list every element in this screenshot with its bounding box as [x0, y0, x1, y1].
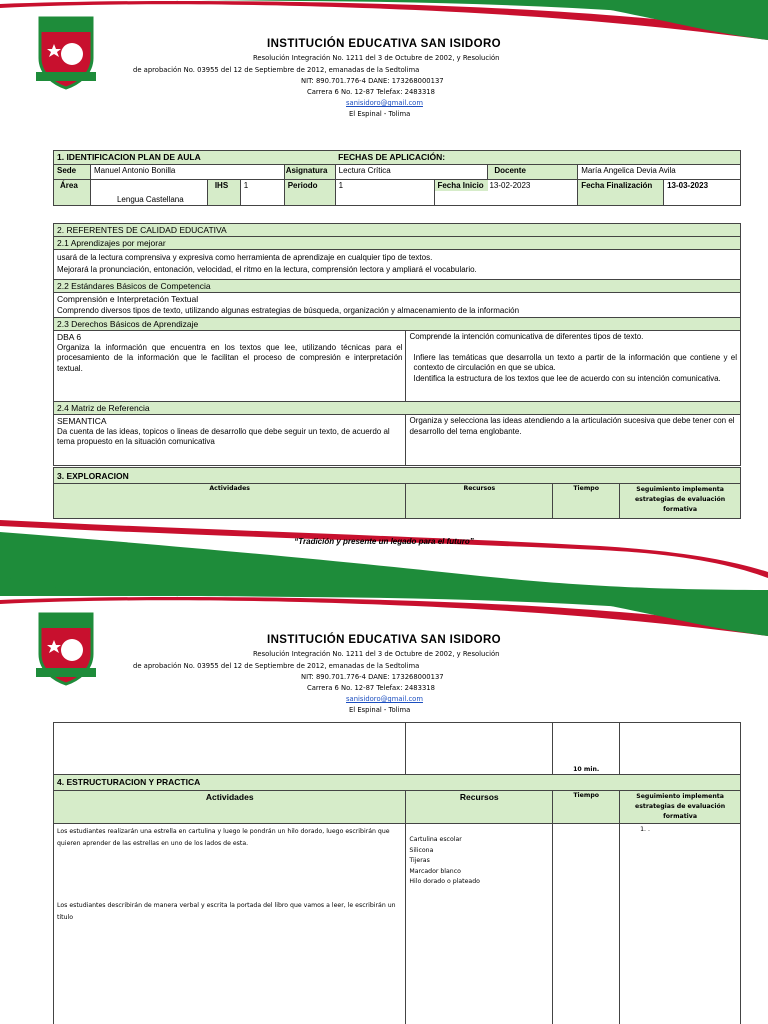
- header-city-line: El Espinal - Tolima: [349, 706, 411, 714]
- header-resolution-line: Resolución Integración No. 1211 del 3 de Octubre de 2002, y Resolución: [253, 54, 500, 62]
- fecha-inicio-label: Fecha Inicio: [435, 180, 488, 191]
- exploracion-table: [53, 467, 741, 519]
- matriz-left-cell: [54, 415, 406, 466]
- document-page-2: [0, 596, 768, 1024]
- seguimiento-cell: 1. .: [620, 824, 741, 1024]
- resource-item: Tijeras: [409, 857, 430, 864]
- header-resolution-line: Resolución Integración No. 1211 del 3 de Octubre de 2002, y Resolución: [253, 650, 500, 658]
- header-city-line: El Espinal - Tolima: [349, 110, 411, 118]
- estructuracion-table: [53, 722, 741, 1024]
- area-label: Área: [54, 180, 91, 206]
- sede-label: Sede: [54, 165, 91, 180]
- dba-left-cell: [54, 331, 406, 402]
- header-approval-line: de aprobación No. 03955 del 12 de Septiembre de 2012, emanadas de la Sedtolima: [133, 66, 420, 74]
- aprendizajes-title: 2.1 Aprendizajes por mejorar: [54, 237, 741, 250]
- col-actividades: Actividades: [54, 484, 406, 519]
- matriz-component: SEMANTICA: [57, 416, 107, 426]
- estandares-title: 2.2 Estándares Básicos de Competencia: [54, 280, 741, 293]
- aprendizaje-item: Mejorará la pronunciación, entonación, velocidad, el ritmo en la lectura, comprensión lectora y ampliará el vocabulario.: [57, 265, 477, 274]
- docente-value: María Angelica Devia Avila: [578, 165, 741, 180]
- tiempo-cell: [553, 824, 620, 1024]
- dba-number: DBA 6: [57, 332, 82, 342]
- asignatura-label: Asignatura: [284, 165, 335, 180]
- header-approval-line: de aprobación No. 03955 del 12 de Septiembre de 2012, emanadas de la Sedtolima: [133, 662, 420, 670]
- header-nit-line: NIT: 890.701.776-4 DANE: 173268000137: [301, 673, 444, 681]
- evidencia-item: Infiere las temáticas que desarrolla un texto a partir de la información que contiene y el contexto de circulación en que se ubica.: [413, 352, 737, 372]
- aprendizaje-item: usará de la lectura comprensiva y expresiva como herramienta de aprendizaje en cualquier tipo de textos.: [57, 253, 433, 262]
- resource-item: Hilo dorado o plateado: [409, 878, 480, 885]
- matriz-title: 2.4 Matriz de Referencia: [54, 402, 741, 415]
- recursos-cell: [406, 824, 553, 1024]
- header-nit-line: NIT: 890.701.776-4 DANE: 173268000137: [301, 77, 444, 85]
- ihs-value: 1: [240, 180, 284, 206]
- resource-item: Marcador blanco: [409, 867, 461, 875]
- dba-text: Organiza la información que encuentra en los textos que lee, utilizando técnicas para el procesamiento de la información que le facilitan el proceso de compresión e interpretación textual.: [57, 342, 403, 373]
- estandar-heading: Comprensión e Interpretación Textual: [57, 294, 199, 304]
- school-shield-logo: [36, 14, 96, 90]
- school-motto: “Tradición y presente un legado para el futuro”: [294, 537, 474, 546]
- exploracion-activity-cell: [54, 723, 406, 775]
- fecha-inicio-value: 13-02-2023: [489, 181, 531, 190]
- matriz-text: Da cuenta de las ideas, topicos o lineas de desarrollo que debe seguir un texto, de acuerdo al tema propuesto en la situación comunicativa: [57, 426, 390, 446]
- col-recursos: Recursos: [406, 484, 553, 519]
- activity-item: Los estudiantes realizarán una estrella en cartulina y luego le pondrán un hilo dorado, luego escribirán que quieren aprender de las estrellas en uno de los lados de esta.: [57, 828, 390, 847]
- col-tiempo: Tiempo: [553, 484, 620, 519]
- docente-label: Docente: [488, 165, 578, 180]
- exploracion-resource-cell: [406, 723, 553, 775]
- col-actividades: Actividades: [54, 791, 406, 824]
- section1-title: 1. IDENTIFICACION PLAN DE AULA: [54, 151, 336, 165]
- estandar-text: Comprendo diversos tipos de texto, utilizando algunas estrategias de búsqueda, organización y almacenamiento de la información: [57, 306, 520, 315]
- tiempo-value: 10 min.: [553, 723, 620, 775]
- header-address-line: Carrera 6 No. 12-87 Telefax: 2483318: [307, 684, 435, 692]
- sede-value: Manuel Antonio Bonilla: [90, 165, 284, 180]
- dba-title: 2.3 Derechos Básicos de Aprendizaje: [54, 318, 741, 331]
- evidencia-item: Identifica la estructura de los textos que lee de acuerdo con su intención comunicativa.: [413, 373, 721, 383]
- ihs-label: IHS: [207, 180, 240, 206]
- evidencia-item: Comprende la intención comunicativa de diferentes tipos de texto.: [409, 332, 644, 341]
- school-shield-logo: [36, 610, 96, 686]
- section4-title: 4. ESTRUCTURACION Y PRACTICA: [54, 775, 741, 791]
- header-email-link[interactable]: sanisidoro@gmail.com: [346, 695, 423, 703]
- col-seguimiento: Seguimiento implementa estrategias de evaluación formativa: [620, 484, 741, 519]
- header-email-link[interactable]: sanisidoro@gmail.com: [346, 99, 423, 107]
- estandares-content: [54, 293, 741, 318]
- fecha-finalizacion-label: Fecha Finalización: [578, 180, 664, 206]
- referentes-table: [53, 223, 741, 466]
- asignatura-value: Lectura Crítica: [335, 165, 488, 180]
- activity-item: Los estudiantes describirán de manera verbal y escrita la portada del libro que vamos a leer, le escribirán un título: [57, 902, 396, 921]
- resource-item: Silicona: [409, 846, 434, 854]
- school-name: INSTITUCIÓN EDUCATIVA SAN ISIDORO: [266, 634, 502, 646]
- fechas-aplicacion-label: FECHAS DE APLICACIÓN:: [335, 151, 740, 165]
- school-name: INSTITUCIÓN EDUCATIVA SAN ISIDORO: [266, 38, 502, 50]
- exploracion-seguimiento-cell: [620, 723, 741, 775]
- periodo-value: 1: [335, 180, 435, 206]
- fecha-finalizacion-value: 13-03-2023: [664, 180, 741, 206]
- actividades-cell: [54, 824, 406, 1024]
- col-tiempo: Tiempo: [553, 791, 620, 824]
- periodo-label: Periodo: [284, 180, 335, 206]
- col-recursos: Recursos: [406, 791, 553, 824]
- dba-right-cell: [406, 331, 741, 402]
- section3-title: 3. EXPLORACION: [54, 468, 741, 484]
- area-value: Lengua Castellana: [90, 180, 207, 206]
- fecha-inicio-cell: [435, 180, 578, 206]
- header-address-line: Carrera 6 No. 12-87 Telefax: 2483318: [307, 88, 435, 96]
- identification-table: [53, 150, 741, 206]
- footer-swoosh: [0, 516, 768, 596]
- section2-title: 2. REFERENTES DE CALIDAD EDUCATIVA: [54, 224, 741, 237]
- aprendizajes-content: [54, 250, 741, 280]
- col-seguimiento: Seguimiento implementa estrategias de evaluación formativa: [620, 791, 741, 824]
- matriz-right-cell: Organiza y selecciona las ideas atendiendo a la articulación sucesiva que debe tener con el desarrollo del tema englobante.: [406, 415, 741, 466]
- resource-item: Cartulina escolar: [409, 836, 462, 843]
